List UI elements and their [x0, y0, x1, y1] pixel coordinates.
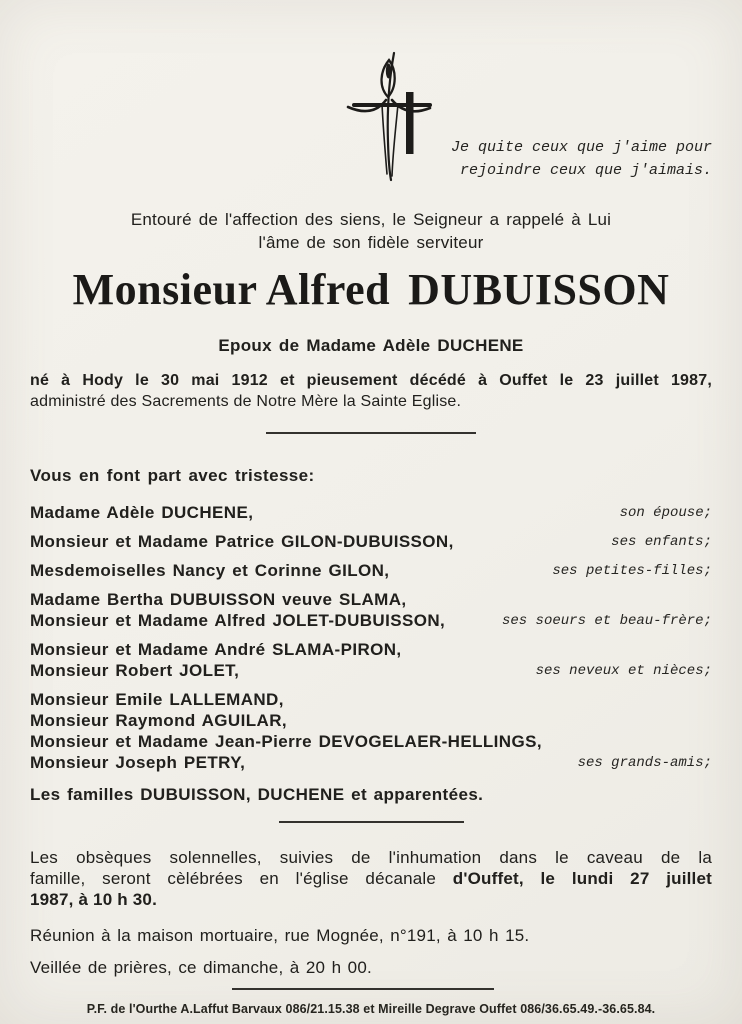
- divider: [232, 988, 494, 990]
- mourner-name: Monsieur Emile LALLEMAND,: [30, 690, 284, 709]
- mourners-list: [30, 502, 712, 805]
- life-dates-line-1: né à Hody le 30 mai 1912 et pieusement décédé à Ouffet le 23 juillet 1987,: [30, 372, 712, 389]
- mourner-relation: ses soeurs et beau-frère;: [501, 613, 712, 629]
- mourner-group: [30, 689, 712, 773]
- deceased-name-title: [30, 266, 712, 314]
- mourner-name: Monsieur et Madame André SLAMA-PIRON,: [30, 640, 402, 659]
- spouse-line: Epoux de Madame Adèle DUCHENE: [218, 336, 524, 355]
- intro-line-2: l'âme de son fidèle serviteur: [258, 233, 484, 252]
- reunion-line: Réunion à la maison mortuaire, rue Mognée, n°191, à 10 h 15.: [30, 926, 530, 945]
- epigraph: [451, 136, 712, 182]
- card-header: [30, 0, 712, 200]
- memorial-cross-icon: [330, 50, 434, 182]
- mourner-name: Mesdemoiselles Nancy et Corinne GILON,: [30, 561, 390, 580]
- life-dates-line-2: administré des Sacrements de Notre Mère la Sainte Eglise.: [30, 393, 462, 410]
- mourner-group: [30, 531, 712, 552]
- funeral-line-1: Les obsèques solennelles, suivies de l'inhumation dans le caveau de la: [30, 848, 712, 867]
- mourner-relation: ses neveux et nièces;: [535, 663, 712, 679]
- deceased-first-names: Monsieur Alfred: [72, 265, 391, 314]
- mourner-relation: ses grands-amis;: [577, 755, 712, 771]
- announcement-intro: Vous en font part avec tristesse:: [30, 466, 315, 485]
- mourner-relation: son épouse;: [619, 505, 712, 521]
- funeral-paragraph: [30, 847, 712, 910]
- mourner-group: [30, 560, 712, 581]
- mourner-name: Monsieur Robert JOLET,: [30, 661, 240, 680]
- mourner-name: Monsieur Joseph PETRY,: [30, 753, 246, 772]
- epigraph-line-2: rejoindre ceux que j'aimais.: [459, 162, 712, 179]
- epigraph-line-1: Je quite ceux que j'aime pour: [450, 139, 712, 156]
- intro-line-1: Entouré de l'affection des siens, le Seigneur a rappelé à Lui: [130, 210, 612, 229]
- deceased-surname: DUBUISSON: [408, 265, 670, 314]
- intro-sentence: [30, 208, 712, 254]
- mourner-name: Madame Bertha DUBUISSON veuve SLAMA,: [30, 590, 407, 609]
- families-line: Les familles DUBUISSON, DUCHENE et apparentées.: [30, 785, 484, 804]
- mourner-name: Monsieur et Madame Patrice GILON-DUBUISSON,: [30, 532, 454, 551]
- divider: [266, 432, 476, 434]
- funeral-line-3: 1987, à 10 h 30.: [30, 890, 158, 909]
- funeral-line-2: famille, seront cèlébrées en l'église décanale d'Ouffet, le lundi 27 juillet: [30, 869, 712, 888]
- mourner-group: [30, 502, 712, 523]
- mourner-group: [30, 639, 712, 681]
- mourner-name: Monsieur et Madame Alfred JOLET-DUBUISSON,: [30, 611, 446, 630]
- mourner-name: Monsieur Raymond AGUILAR,: [30, 711, 287, 730]
- mourner-relation: ses enfants;: [611, 534, 712, 550]
- mourner-group: [30, 589, 712, 631]
- mourner-relation: ses petites-filles;: [552, 563, 712, 579]
- undertaker-footer: P.F. de l'Ourthe A.Laffut Barvaux 086/21.15.38 et Mireille Degrave Ouffet 086/36.65.49.-36.65.84.: [86, 1002, 656, 1016]
- mourner-name: Madame Adèle DUCHENE,: [30, 503, 254, 522]
- divider: [279, 821, 464, 823]
- mourner-name: Monsieur et Madame Jean-Pierre DEVOGELAER-HELLINGS,: [30, 732, 542, 751]
- life-dates-paragraph: [30, 370, 712, 412]
- veillee-line: Veillée de prières, ce dimanche, à 20 h 00.: [30, 958, 372, 977]
